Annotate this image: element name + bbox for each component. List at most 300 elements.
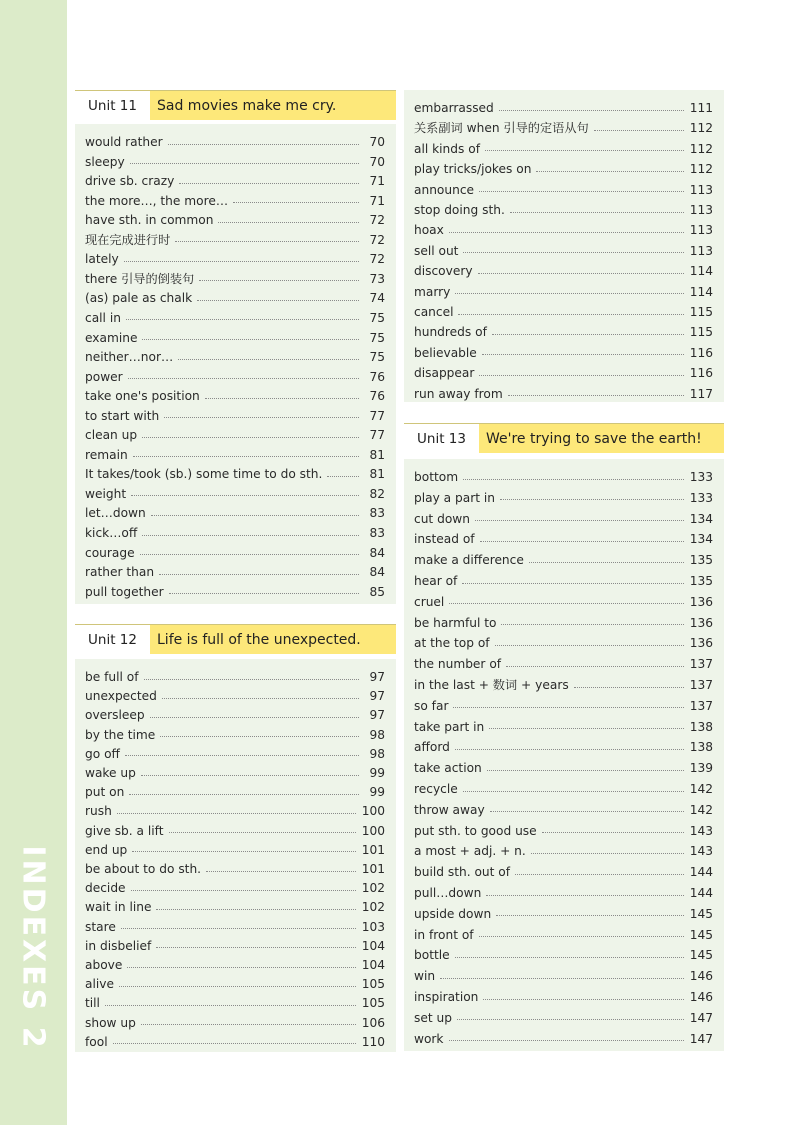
entry-term: take one's position (85, 389, 200, 404)
dot-leader (508, 395, 684, 396)
entry-term: by the time (85, 727, 156, 742)
index-entry (85, 289, 385, 307)
dot-leader (463, 252, 683, 253)
entry-page: 102 (361, 900, 385, 915)
entry-term: above (85, 958, 123, 972)
index-entry (85, 465, 385, 483)
entry-term: lately (85, 252, 119, 267)
dot-leader (475, 520, 684, 521)
entry-page: 100 (361, 823, 385, 838)
index-entry (85, 994, 385, 1012)
dot-leader (327, 476, 359, 477)
entry-page: 100 (361, 804, 385, 819)
dot-leader (479, 936, 684, 937)
entry-page: 146 (689, 969, 713, 984)
entry-term: instead of (414, 532, 475, 547)
entry-term: wake up (85, 766, 136, 780)
entry-term: decide (85, 881, 126, 896)
entry-term: throw away (414, 802, 485, 817)
entry-page: 144 (689, 865, 713, 880)
dot-leader (482, 354, 684, 355)
index-entry (85, 918, 385, 936)
entry-term: hear of (414, 574, 458, 588)
dot-leader (453, 707, 683, 708)
entry-term: pull…down (414, 886, 482, 900)
entry-term: kick…off (85, 526, 138, 540)
entry-page: 71 (369, 193, 385, 208)
dot-leader (164, 417, 359, 418)
entry-page: 82 (369, 486, 385, 501)
dot-leader (542, 832, 684, 833)
dot-leader (531, 853, 684, 854)
index-entry (414, 551, 713, 569)
entry-page: 77 (369, 408, 385, 423)
entry-term: call in (85, 310, 121, 325)
entry-page: 134 (689, 511, 713, 526)
index-entry (85, 426, 385, 444)
unit-11-entries (75, 124, 396, 604)
entry-page: 75 (369, 350, 385, 365)
dot-leader (129, 794, 359, 795)
entry-page: 85 (369, 584, 385, 599)
entry-term: at the top of (414, 636, 490, 651)
index-entry (414, 303, 713, 321)
index-entry (414, 634, 713, 652)
entry-term: (as) pale as chalk (85, 291, 193, 306)
entry-term: play tricks/jokes on (414, 162, 532, 177)
dot-leader (197, 300, 359, 301)
dot-leader (142, 535, 359, 536)
entry-term: rather than (85, 565, 155, 580)
unit-title: Life is full of the unexpected. (157, 631, 361, 648)
index-entry (85, 1033, 385, 1051)
dot-leader (500, 499, 684, 500)
entry-page: 81 (369, 467, 385, 482)
entry-term: build sth. out of (414, 865, 511, 880)
entry-term: show up (85, 1015, 136, 1030)
dot-leader (458, 314, 683, 315)
index-entry (414, 593, 713, 611)
dot-leader (496, 915, 684, 916)
dot-leader (462, 583, 683, 584)
index-entry (85, 524, 385, 542)
index-entry (414, 988, 713, 1006)
index-entry (85, 407, 385, 425)
dot-leader (132, 851, 355, 852)
entry-page: 144 (689, 886, 713, 900)
dot-leader (492, 334, 684, 335)
dot-leader (130, 163, 359, 164)
entry-term: be about to do sth. (85, 862, 202, 876)
unit-tag: Unit 13 (404, 424, 479, 453)
dot-leader (159, 574, 359, 575)
entry-page: 104 (361, 958, 385, 972)
index-entry (414, 468, 713, 486)
index-entry (85, 192, 385, 210)
entry-page: 133 (689, 490, 713, 505)
dot-leader (113, 1043, 356, 1044)
dot-leader (463, 479, 684, 480)
dot-leader (495, 645, 684, 646)
index-entry (85, 309, 385, 327)
entry-page: 116 (689, 345, 713, 360)
entry-term: examine (85, 330, 138, 345)
entry-term: work (414, 1031, 444, 1046)
entry-term: set up (414, 1010, 452, 1025)
dot-leader (144, 679, 359, 680)
index-entry (414, 140, 713, 158)
index-entry (414, 160, 713, 178)
index-entry (414, 759, 713, 777)
dot-leader (501, 624, 683, 625)
index-entry (414, 181, 713, 199)
index-entry (414, 201, 713, 219)
index-entry (85, 802, 385, 820)
entry-page: 72 (369, 213, 385, 228)
entry-term: play a part in (414, 490, 495, 505)
index-entry (414, 99, 713, 117)
entry-page: 75 (369, 310, 385, 325)
dot-leader (536, 171, 683, 172)
entry-term: courage (85, 545, 135, 560)
index-entry (414, 967, 713, 985)
entry-term: sell out (414, 243, 459, 258)
index-entry (414, 884, 713, 902)
entry-page: 102 (361, 881, 385, 896)
index-entry (85, 975, 385, 993)
entry-page: 103 (361, 919, 385, 934)
entry-term: give sb. a lift (85, 823, 164, 838)
index-entry (414, 842, 713, 860)
dot-leader (440, 978, 684, 979)
dot-leader (117, 813, 356, 814)
entry-term: stop doing sth. (414, 203, 505, 217)
dot-leader (483, 999, 683, 1000)
dot-leader (119, 986, 356, 987)
dot-leader (487, 770, 684, 771)
entry-page: 98 (369, 746, 385, 761)
entry-term: till (85, 996, 100, 1011)
index-entry (85, 898, 385, 916)
entry-page: 71 (369, 174, 385, 189)
index-entry (85, 504, 385, 522)
entry-page: 137 (689, 698, 713, 713)
entry-page: 142 (689, 802, 713, 817)
index-entry (85, 133, 385, 151)
entry-term: believable (414, 345, 477, 360)
entry-page: 135 (689, 553, 713, 568)
index-entry (414, 718, 713, 736)
entry-term: upside down (414, 906, 492, 921)
dot-leader (131, 890, 356, 891)
index-entry (85, 860, 385, 878)
entry-page: 76 (369, 369, 385, 384)
entry-page: 105 (361, 977, 385, 992)
entry-term: oversleep (85, 708, 145, 723)
entry-term: take action (414, 761, 482, 776)
entry-page: 97 (369, 708, 385, 723)
unit-13-entries (404, 459, 724, 1051)
entry-page: 113 (689, 223, 713, 238)
entry-term: all kinds of (414, 141, 480, 156)
unit-12-entries-continued (404, 90, 724, 402)
entry-term: bottom (414, 470, 459, 484)
dot-leader (162, 698, 359, 699)
entry-page: 138 (689, 740, 713, 755)
dot-leader (489, 728, 684, 729)
entry-page: 133 (689, 470, 713, 484)
index-entry (85, 446, 385, 464)
entry-term: put sth. to good use (414, 823, 537, 838)
dot-leader (151, 515, 359, 516)
index-entry (85, 956, 385, 974)
entry-page: 114 (689, 284, 713, 299)
index-entry (414, 489, 713, 507)
dot-leader (169, 593, 359, 594)
entry-term: weight (85, 486, 127, 501)
entry-page: 74 (369, 291, 385, 306)
index-entry (85, 368, 385, 386)
entry-page: 113 (689, 203, 713, 217)
entry-page: 147 (689, 1010, 713, 1025)
entry-term: hundreds of (414, 325, 487, 340)
dot-leader (178, 359, 359, 360)
dot-leader (127, 967, 355, 968)
index-entry (85, 250, 385, 268)
entry-term: inspiration (414, 990, 479, 1004)
entry-page: 104 (361, 938, 385, 953)
dot-leader (218, 222, 359, 223)
entry-page: 114 (689, 264, 713, 279)
entry-page: 99 (369, 785, 385, 800)
dot-leader (141, 1024, 356, 1025)
index-entry (414, 905, 713, 923)
entry-term: would rather (85, 135, 163, 149)
dot-leader (455, 293, 683, 294)
entry-term: end up (85, 842, 128, 857)
index-entry (414, 1030, 713, 1048)
index-entry (414, 780, 713, 798)
entry-page: 83 (369, 506, 385, 521)
entry-page: 136 (689, 615, 713, 630)
side-label: INDEXES 2 (15, 845, 51, 1051)
index-entry (85, 583, 385, 601)
dot-leader (485, 150, 684, 151)
entry-page: 116 (689, 366, 713, 381)
entry-term: wait in line (85, 900, 152, 915)
index-entry (414, 676, 713, 694)
index-entry (414, 283, 713, 301)
entry-term: be harmful to (414, 615, 497, 630)
index-entry (414, 946, 713, 964)
dot-leader (594, 130, 684, 131)
entry-page: 138 (689, 719, 713, 734)
dot-leader (478, 273, 684, 274)
unit-13-header (404, 423, 724, 453)
entry-term: cut down (414, 511, 470, 526)
dot-leader (125, 755, 359, 756)
dot-leader (124, 261, 359, 262)
dot-leader (529, 562, 684, 563)
entry-term: hoax (414, 223, 444, 238)
entry-page: 115 (689, 325, 713, 340)
entry-term: 关系副词 when 引导的定语从句 (414, 121, 589, 136)
entry-term: a most + adj. + n. (414, 844, 526, 859)
entry-page: 143 (689, 844, 713, 859)
entry-page: 97 (369, 689, 385, 704)
dot-leader (169, 832, 356, 833)
dot-leader (142, 339, 359, 340)
index-entry (85, 348, 385, 366)
dot-leader (510, 212, 684, 213)
unit-12-header (75, 624, 396, 654)
entry-term: the number of (414, 657, 502, 672)
entry-page: 139 (689, 761, 713, 776)
entry-term: to start with (85, 408, 160, 423)
entry-page: 73 (369, 271, 385, 286)
dot-leader (121, 928, 356, 929)
entry-term: It takes/took (sb.) some time to do sth. (85, 467, 323, 482)
index-entry (85, 706, 385, 724)
entry-term: pull together (85, 584, 164, 599)
entry-term: in front of (414, 927, 474, 942)
entry-page: 134 (689, 532, 713, 547)
index-entry (414, 738, 713, 756)
entry-term: fool (85, 1034, 108, 1049)
entry-term: unexpected (85, 689, 157, 704)
entry-term: remain (85, 447, 128, 462)
index-entry (414, 572, 713, 590)
entry-term: recycle (414, 782, 458, 796)
index-entry (414, 926, 713, 944)
dot-leader (455, 749, 684, 750)
dot-leader (175, 241, 359, 242)
dot-leader (140, 554, 359, 555)
entry-page: 113 (689, 243, 713, 258)
dot-leader (206, 871, 356, 872)
index-entry (85, 764, 385, 782)
dot-leader (455, 957, 684, 958)
dot-leader (199, 280, 359, 281)
entry-page: 136 (689, 636, 713, 651)
dot-leader (457, 1019, 684, 1020)
dot-leader (142, 437, 359, 438)
unit-title: Sad movies make me cry. (157, 97, 337, 114)
entry-page: 70 (369, 154, 385, 169)
dot-leader (105, 1005, 356, 1006)
dot-leader (449, 1040, 684, 1041)
entry-page: 72 (369, 252, 385, 267)
unit-12-entries (75, 659, 396, 1052)
entry-term: disappear (414, 366, 475, 381)
dot-leader (179, 183, 359, 184)
entry-term: cancel (414, 305, 454, 319)
entry-page: 147 (689, 1031, 713, 1046)
dot-leader (141, 775, 359, 776)
unit-title: We're trying to save the earth! (486, 430, 702, 447)
entry-page: 112 (689, 141, 713, 156)
index-entry (414, 242, 713, 260)
index-entry (85, 172, 385, 190)
entry-term: put on (85, 785, 125, 800)
entry-page: 99 (369, 766, 385, 780)
entry-page: 77 (369, 428, 385, 443)
entry-term: win (414, 969, 436, 984)
index-entry (85, 783, 385, 801)
entry-page: 112 (689, 162, 713, 177)
dot-leader (131, 495, 359, 496)
entry-page: 101 (361, 842, 385, 857)
dot-leader (449, 232, 684, 233)
index-entry (414, 697, 713, 715)
entry-term: discovery (414, 264, 473, 279)
index-entry (85, 329, 385, 347)
side-strip (0, 0, 67, 1125)
index-entry (414, 221, 713, 239)
dot-leader (128, 378, 359, 379)
index-entry (414, 1009, 713, 1027)
entry-term: drive sb. crazy (85, 174, 175, 189)
entry-term: cruel (414, 594, 445, 609)
entry-page: 106 (361, 1015, 385, 1030)
entry-term: rush (85, 804, 112, 819)
entry-page: 84 (369, 545, 385, 560)
index-entry (85, 687, 385, 705)
dot-leader (499, 110, 684, 111)
entry-page: 76 (369, 389, 385, 404)
entry-page: 145 (689, 948, 713, 963)
entry-page: 75 (369, 330, 385, 345)
index-entry (85, 485, 385, 503)
entry-page: 137 (689, 678, 713, 692)
index-entry (414, 801, 713, 819)
entry-page: 117 (689, 386, 713, 401)
entry-page: 105 (361, 996, 385, 1011)
entry-term: embarrassed (414, 101, 494, 115)
entry-term: run away from (414, 386, 503, 401)
index-entry (85, 231, 385, 249)
index-entry (85, 745, 385, 763)
entry-term: there 引导的倒装句 (85, 271, 195, 286)
dot-leader (479, 191, 684, 192)
entry-term: have sth. in common (85, 213, 214, 228)
entry-page: 135 (689, 574, 713, 588)
index-entry (85, 1014, 385, 1032)
index-entry (414, 385, 713, 403)
entry-term: bottle (414, 948, 450, 963)
dot-leader (156, 947, 355, 948)
entry-page: 84 (369, 565, 385, 580)
index-entry (414, 344, 713, 362)
entry-term: announce (414, 182, 475, 197)
entry-term: take part in (414, 719, 485, 734)
dot-leader (160, 736, 359, 737)
index-entry (414, 323, 713, 341)
dot-leader (150, 717, 359, 718)
dot-leader (156, 909, 355, 910)
unit-11-header (75, 90, 396, 120)
index-entry (85, 668, 385, 686)
dot-leader (463, 791, 684, 792)
entry-page: 146 (689, 990, 713, 1004)
dot-leader (205, 398, 359, 399)
dot-leader (479, 375, 683, 376)
entry-term: in the last + 数词 + years (414, 678, 569, 692)
entry-page: 142 (689, 782, 713, 796)
entry-term: the more…, the more… (85, 193, 229, 208)
entry-term: neither…nor… (85, 350, 174, 365)
entry-page: 145 (689, 906, 713, 921)
